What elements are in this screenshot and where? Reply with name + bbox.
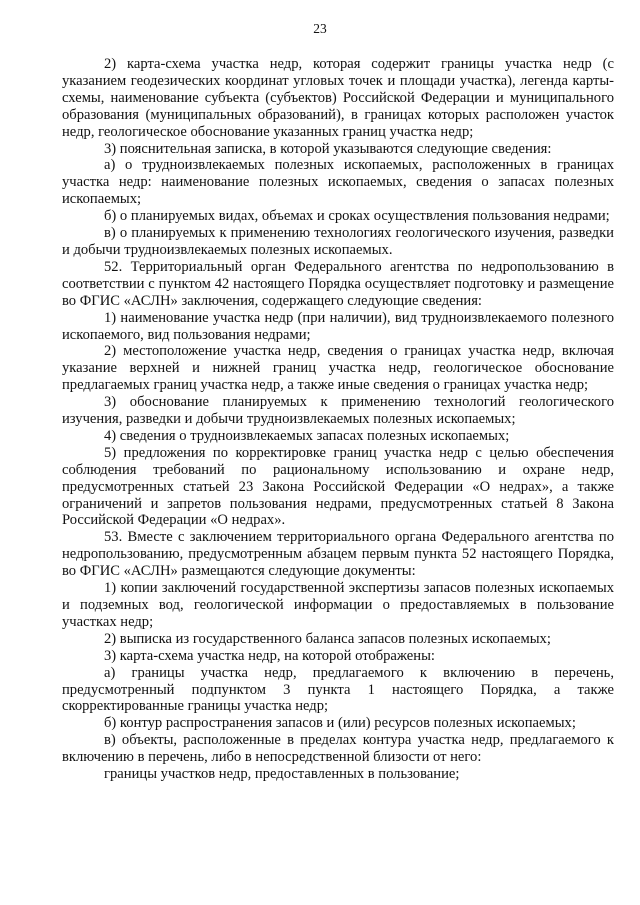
paragraph: а) границы участка недр, предлагаемого к включению в перечень, предусмотренный подпунктом 3 пункта 1 настоящего Порядка, а также скорректированные границы участка недр; [62, 664, 614, 715]
paragraph: б) о планируемых видах, объемах и сроках осуществления пользования недрами; [104, 208, 610, 225]
paragraph: в) о планируемых к применению технологиях геологического изучения, разведки и добычи трудноизвлекаемых полезных ископаемых. [62, 225, 614, 258]
paragraph: 3) обоснование планируемых к применению технологий геологического изучения, разведки и добычи трудноизвлекаемых полезных ископаемых; [62, 394, 614, 428]
paragraph: 1) наименование участка недр (при наличии), вид трудноизвлекаемого полезного ископаемого, вид пользования недрами; [62, 309, 614, 343]
paragraph: б) контур распространения запасов и (или) ресурсов полезных ископаемых; [104, 715, 576, 732]
paragraph: 53. Вместе с заключением территориального органа Федерального агентства по недропользованию, предусмотренным абзацем первым пункта 52 настоящего Порядка, во ФГИС «АСЛН» размещаются следующие документы: [62, 529, 614, 580]
paragraph: 3) пояснительная записка, в которой указываются следующие сведения: [104, 140, 552, 157]
page-number: 23 [313, 21, 327, 36]
paragraph: 5) предложения по корректировке границ участка недр с целью обеспечения соблюдения требований по рациональному использованию и охране недр, предусмотренных статьей 23 Закона Российской Федерации «О недрах», а также ограничений и запретов пользования недрами, предусмотренных статьей 8 Закона Российской Федерации «О недрах». [62, 444, 614, 529]
paragraph: 2) выписка из государственного баланса запасов полезных ископаемых; [104, 630, 551, 647]
paragraph: 4) сведения о трудноизвлекаемых запасах полезных ископаемых; [104, 427, 510, 444]
paragraph: 52. Территориальный орган Федерального агентства по недропользованию в соответствии с пунктом 42 настоящего Порядка осуществляет подготовку и размещение во ФГИС «АСЛН» заключения, содержащего следующие сведения: [62, 258, 614, 309]
paragraph: 3) карта-схема участка недр, на которой отображены: [104, 647, 435, 664]
paragraph: 2) карта-схема участка недр, которая содержит границы участка недр (с указанием геодезических координат угловых точек и площади участка), легенда карты-схемы, наименование субъекта (субъектов) Российской Федерации и муниципального образования (муниципальных образований), в границах которых расположен участок недр, геологическое обоснование указанных границ участка недр; [62, 56, 614, 140]
document-body [62, 56, 614, 783]
paragraph: в) объекты, расположенные в пределах контура участка недр, предлагаемого к включению в перечень, либо в непосредственной близости от него: [62, 732, 614, 766]
paragraph: а) о трудноизвлекаемых полезных ископаемых, расположенных в границах участка недр: наименование полезных ископаемых, сведения о запасах полезных ископаемых; [62, 157, 614, 208]
paragraph: 2) местоположение участка недр, сведения о границах участка недр, включая указание верхней и нижней границ участка недр, геологическое обоснование предлагаемых границ участка недр, а также иные сведения о границах участка недр; [62, 343, 614, 394]
paragraph: границы участков недр, предоставленных в пользование; [104, 766, 460, 783]
paragraph: 1) копии заключений государственной экспертизы запасов полезных ископаемых и подземных вод, геологической информации о предоставляемых в пользование участках недр; [62, 580, 614, 630]
